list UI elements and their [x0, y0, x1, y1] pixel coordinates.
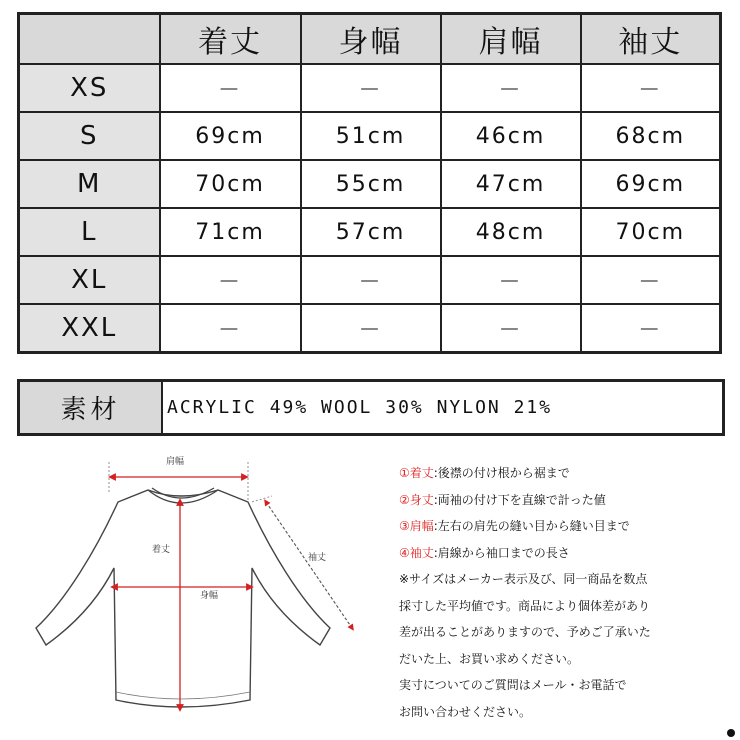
- corner-dot: [727, 729, 735, 737]
- size-label: L: [19, 208, 160, 256]
- note-text: :後襟の付け根から裾まで: [433, 466, 570, 480]
- disclaimer-line: だいた上、お買い求めください。: [399, 651, 580, 666]
- note-item: [399, 460, 729, 487]
- garment-diagram: [30, 450, 380, 730]
- disclaimer-line: お問い合わせください。: [399, 704, 532, 719]
- measurement-cell: 57cm: [301, 208, 441, 256]
- measurement-cell: 48cm: [441, 208, 581, 256]
- table-row: [19, 208, 721, 256]
- corner-cell: [19, 14, 160, 65]
- measurement-cell: －: [441, 64, 581, 112]
- table-body: [19, 64, 721, 353]
- header-shoulder-width: 肩幅: [441, 14, 581, 65]
- table-row: [19, 160, 721, 208]
- measurement-cell: 47cm: [441, 160, 581, 208]
- note-text: :肩線から袖口までの長さ: [433, 545, 570, 560]
- size-label: XL: [19, 256, 160, 304]
- material-value: ACRYLIC 49% WOOL 30% NYLON 21%: [167, 397, 553, 418]
- measurement-cell: －: [441, 304, 581, 353]
- header-body-width: 身幅: [301, 14, 441, 65]
- measurement-cell: －: [301, 64, 441, 112]
- measurement-cell: －: [581, 304, 721, 353]
- size-label: XXL: [19, 304, 160, 353]
- width-label: 身幅: [200, 591, 219, 601]
- shoulder-label: 肩幅: [166, 457, 185, 467]
- disclaimer-line: 採寸した平均値です。商品により個体差があり: [399, 598, 651, 613]
- measurement-cell: －: [160, 304, 301, 353]
- table-header-row: [19, 14, 721, 65]
- header-length: 着丈: [160, 14, 301, 65]
- measurement-cell: 69cm: [160, 112, 301, 160]
- measurement-notes: [399, 460, 729, 725]
- table-row: [19, 256, 721, 304]
- size-label: M: [19, 160, 160, 208]
- table-row: [19, 64, 721, 112]
- measurement-cell: 70cm: [160, 160, 301, 208]
- size-label: S: [19, 112, 160, 160]
- measurement-cell: －: [160, 256, 301, 304]
- measurement-cell: －: [160, 64, 301, 112]
- note-item: [399, 487, 729, 514]
- measurement-cell: －: [301, 256, 441, 304]
- note-items: [399, 460, 729, 566]
- measurement-cell: 68cm: [581, 112, 721, 160]
- length-label: 着丈: [152, 545, 171, 555]
- disclaimer-line: ※サイズはメーカー表示及び、同一商品を数点: [399, 572, 648, 586]
- measurement-cell: －: [441, 256, 581, 304]
- material-row: [17, 379, 725, 436]
- hem-line: [116, 692, 250, 699]
- measurement-cell: －: [581, 256, 721, 304]
- size-label: XS: [19, 64, 160, 112]
- measurement-cell: 69cm: [581, 160, 721, 208]
- measurement-cell: 71cm: [160, 208, 301, 256]
- measurement-cell: 55cm: [301, 160, 441, 208]
- measurement-cell: －: [581, 64, 721, 112]
- measurement-cell: 46cm: [441, 112, 581, 160]
- measurement-cell: －: [301, 304, 441, 353]
- note-key: ①着丈: [399, 466, 434, 480]
- note-text: :左右の肩先の縫い目から縫い目まで: [433, 519, 630, 533]
- note-key: ③肩幅: [399, 519, 434, 533]
- disclaimer: [399, 566, 729, 725]
- sweater-outline: [36, 490, 330, 707]
- note-item: [399, 513, 729, 540]
- size-table: [17, 12, 722, 354]
- header-sleeve-length: 袖丈: [581, 14, 721, 65]
- table-row: [19, 304, 721, 353]
- note-text: :両袖の付け下を直線で計った値: [433, 492, 606, 507]
- measurement-cell: 70cm: [581, 208, 721, 256]
- measurement-cell: 51cm: [301, 112, 441, 160]
- note-item: [399, 540, 729, 567]
- disclaimer-line: 実寸についてのご質問はメール・お電話で: [399, 678, 627, 692]
- disclaimer-line: 差が出ることがありますので、予めご了承いた: [399, 625, 651, 639]
- material-label: 素材: [20, 382, 163, 433]
- note-key: ②身丈: [399, 492, 434, 507]
- table-row: [19, 112, 721, 160]
- note-key: ④袖丈: [399, 545, 434, 560]
- sleeve-label: 袖丈: [308, 553, 327, 563]
